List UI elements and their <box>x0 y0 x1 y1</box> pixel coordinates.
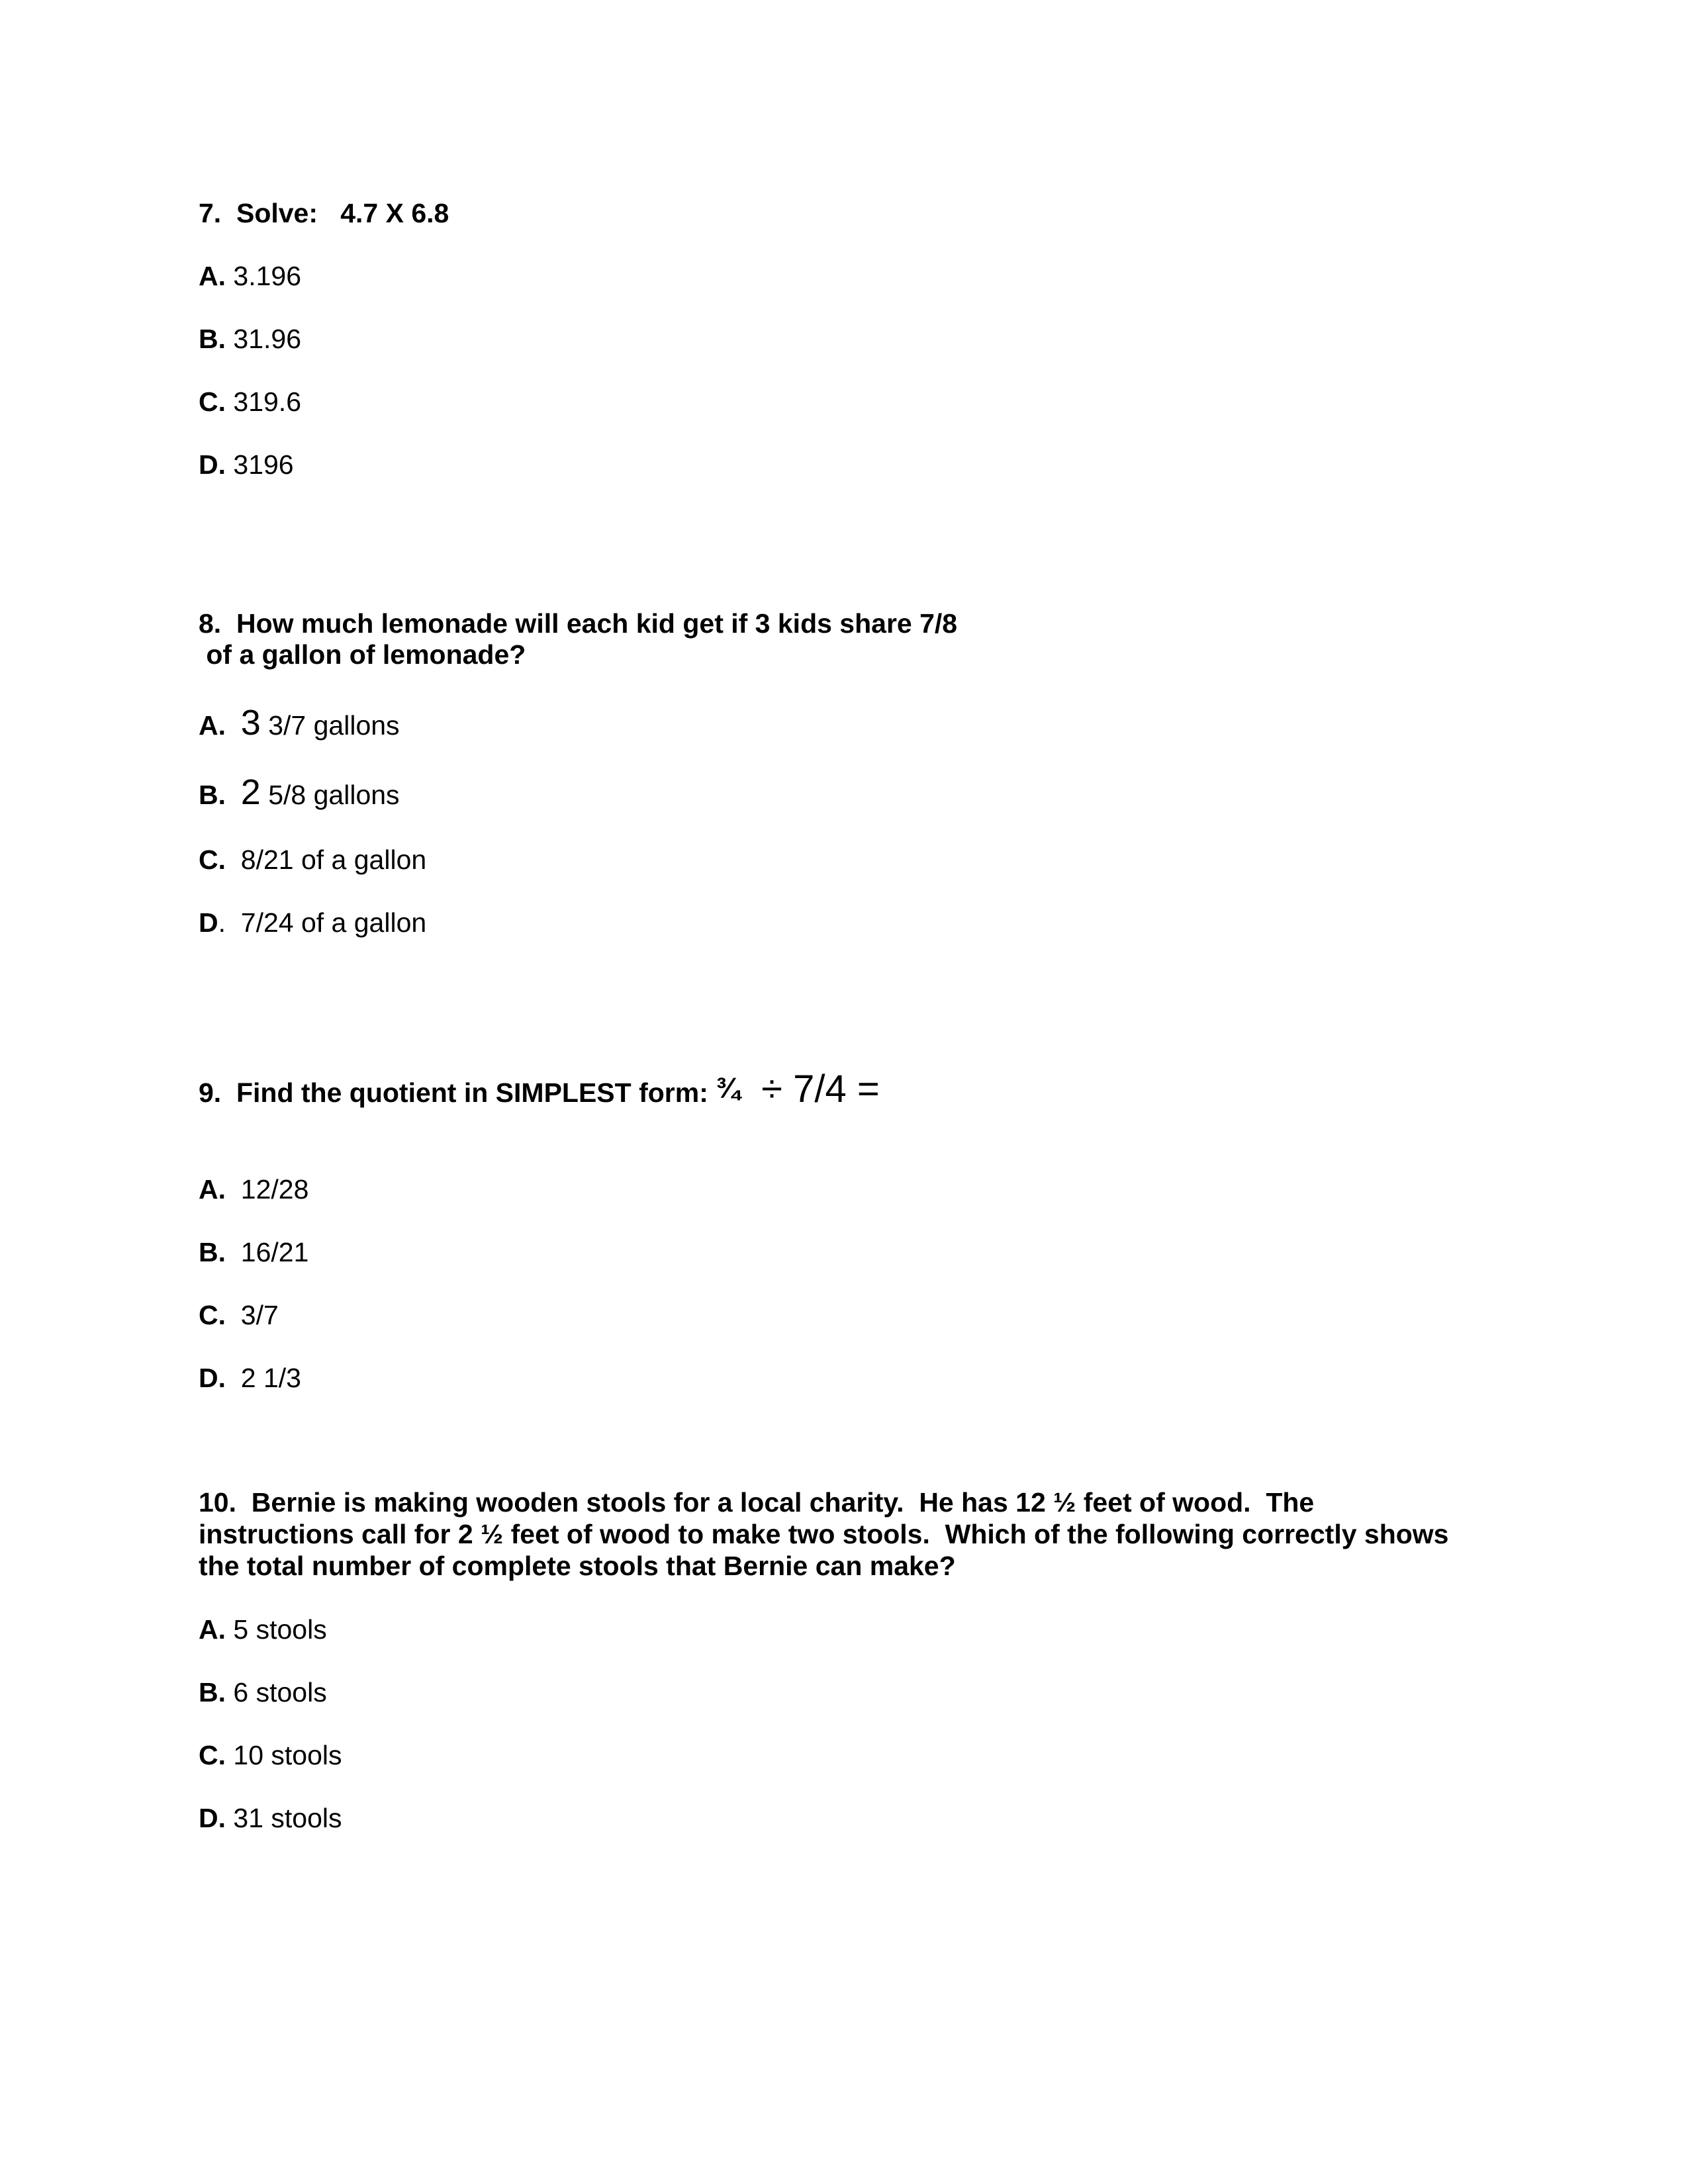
question-9-text: 9. Find the quotient in SIMPLEST form: <box>199 1077 716 1108</box>
option-letter: D. <box>199 1363 226 1393</box>
option-letter: A. <box>199 1614 226 1645</box>
option-text: 5 stools <box>226 1614 327 1645</box>
option-text: 10 stools <box>226 1740 342 1770</box>
question-8-stem-line2: of a gallon of lemonade? <box>199 639 526 670</box>
q8-option-b <box>199 772 400 812</box>
question-10-stem-line2: instructions call for 2 ½ feet of wood to make two stools. Which of the following correctly shows <box>199 1519 1449 1549</box>
q8-option-d <box>199 907 426 938</box>
q9-option-a <box>199 1173 308 1205</box>
option-letter: B. <box>199 1237 226 1267</box>
option-text: 319.6 <box>226 387 301 417</box>
option-letter: C. <box>199 387 226 417</box>
q7-option-c <box>199 386 301 418</box>
option-letter: C. <box>199 1300 226 1330</box>
q7-option-a <box>199 260 301 292</box>
option-text: 3/7 <box>226 1300 279 1330</box>
q7-option-b <box>199 323 301 355</box>
option-text: . 7/24 of a gallon <box>218 907 427 938</box>
option-letter: D. <box>199 449 226 480</box>
option-text: 8/21 of a gallon <box>226 844 427 875</box>
q8-option-a <box>199 703 400 743</box>
q10-option-c <box>199 1739 342 1771</box>
option-letter: A. <box>199 710 226 741</box>
option-letter: D. <box>199 1803 226 1833</box>
option-text: 5/8 gallons <box>260 780 400 810</box>
option-whole-number: 3 <box>240 703 261 743</box>
q7-option-d <box>199 449 294 480</box>
option-letter: A. <box>199 1174 226 1205</box>
option-letter: C. <box>199 1740 226 1770</box>
question-7-stem: 7. Solve: 4.7 X 6.8 <box>199 198 449 228</box>
option-letter: C. <box>199 844 226 875</box>
option-letter: A. <box>199 261 226 291</box>
option-whole-number: 2 <box>240 772 261 812</box>
q10-option-d <box>199 1802 342 1834</box>
option-letter: B. <box>199 780 226 810</box>
q10-option-a <box>199 1614 327 1645</box>
q9-option-c <box>199 1299 279 1331</box>
q9-option-d <box>199 1362 301 1394</box>
option-text: 16/21 <box>226 1237 309 1267</box>
option-text: 31 stools <box>226 1803 342 1833</box>
option-text: 2 1/3 <box>226 1363 301 1393</box>
option-text: 31.96 <box>226 324 301 354</box>
question-9-stem <box>199 1068 880 1111</box>
option-text: 3/7 gallons <box>260 710 400 741</box>
q10-option-b <box>199 1676 327 1708</box>
option-letter: B. <box>199 1677 226 1707</box>
q8-option-c <box>199 844 426 876</box>
option-text: 6 stools <box>226 1677 327 1707</box>
question-9-expression: ÷ 7/4 = <box>739 1068 880 1111</box>
q9-option-b <box>199 1236 308 1268</box>
question-8-stem-line1: 8. How much lemonade will each kid get if 3 kids share 7/8 <box>199 608 958 639</box>
question-10-stem-line1: 10. Bernie is making wooden stools for a local charity. He has 12 ½ feet of wood. The <box>199 1487 1315 1518</box>
question-9-fraction: ¾ <box>716 1072 740 1105</box>
option-text: 3196 <box>226 449 294 480</box>
option-text: 12/28 <box>226 1174 309 1205</box>
question-10-stem-line3: the total number of complete stools that Bernie can make? <box>199 1551 956 1581</box>
option-text: 3.196 <box>226 261 301 291</box>
option-letter: D <box>199 907 218 938</box>
option-letter: B. <box>199 324 226 354</box>
